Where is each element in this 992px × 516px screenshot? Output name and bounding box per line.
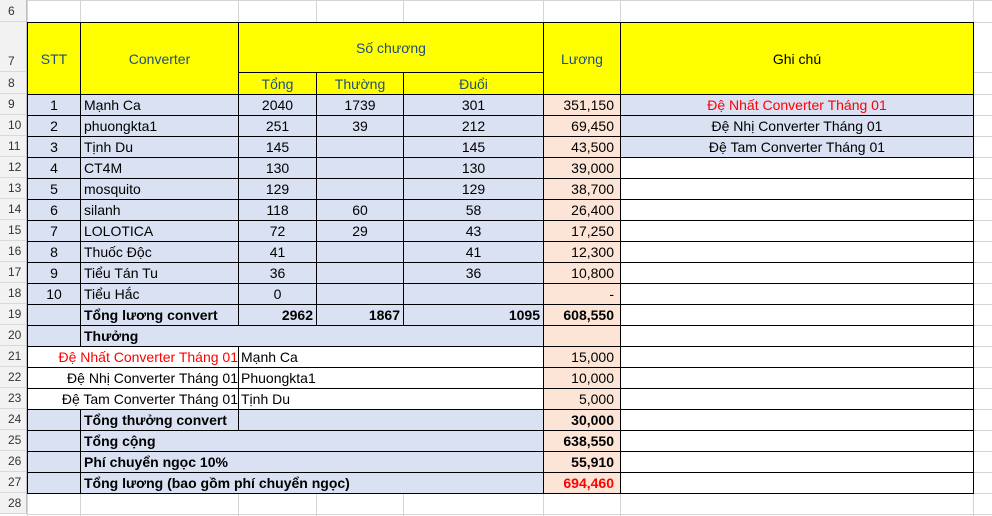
- bonus-heading[interactable]: Thưởng: [80, 325, 544, 347]
- tong-cell[interactable]: 129: [238, 178, 317, 200]
- duoi-cell[interactable]: 41: [403, 241, 544, 263]
- duoi-cell[interactable]: 301: [403, 94, 544, 116]
- row-header[interactable]: 7: [0, 22, 27, 72]
- row-header[interactable]: 6: [0, 0, 27, 22]
- luong-cell[interactable]: 26,400: [543, 199, 621, 221]
- totals-thuong[interactable]: 1867: [316, 304, 404, 326]
- row-header[interactable]: 22: [0, 367, 27, 388]
- luong-cell[interactable]: -: [543, 283, 621, 305]
- bonus-winner[interactable]: Phuongkta1: [238, 367, 544, 389]
- bonus-note[interactable]: [620, 367, 974, 389]
- totals-label[interactable]: Tổng lương convert: [80, 304, 239, 326]
- thuong-cell[interactable]: [316, 178, 404, 200]
- luong-cell[interactable]: 12,300: [543, 241, 621, 263]
- luong-header[interactable]: Lương: [543, 22, 621, 95]
- bonus-amount[interactable]: 15,000: [543, 346, 621, 368]
- luong-cell[interactable]: 17,250: [543, 220, 621, 242]
- bonus-winner[interactable]: Tịnh Du: [238, 388, 544, 410]
- row-header[interactable]: 19: [0, 304, 27, 325]
- converter-name-cell[interactable]: phuongkta1: [80, 115, 239, 137]
- so-chuong-header[interactable]: Số chương: [238, 22, 544, 73]
- bonus-total-span[interactable]: [238, 409, 544, 431]
- row-header[interactable]: 15: [0, 220, 27, 241]
- stt-cell[interactable]: 7: [27, 220, 81, 242]
- tong-cell[interactable]: 72: [238, 220, 317, 242]
- thuong-cell[interactable]: 29: [316, 220, 404, 242]
- thuong-cell[interactable]: [316, 283, 404, 305]
- duoi-header[interactable]: Đuổi: [403, 72, 544, 95]
- summary-label[interactable]: Tổng lương (bao gồm phí chuyển ngọc): [80, 472, 544, 494]
- luong-cell[interactable]: 39,000: [543, 157, 621, 179]
- row-header[interactable]: 24: [0, 409, 27, 430]
- bonus-amount[interactable]: 10,000: [543, 367, 621, 389]
- row-header[interactable]: 23: [0, 388, 27, 409]
- summary-note[interactable]: [620, 472, 974, 494]
- bonus-total-note[interactable]: [620, 409, 974, 431]
- luong-cell[interactable]: 43,500: [543, 136, 621, 158]
- luong-cell[interactable]: 10,800: [543, 262, 621, 284]
- bonus-amount[interactable]: 5,000: [543, 388, 621, 410]
- stt-cell[interactable]: 1: [27, 94, 81, 116]
- thuong-cell[interactable]: [316, 157, 404, 179]
- duoi-cell[interactable]: 129: [403, 178, 544, 200]
- converter-name-cell[interactable]: Thuốc Độc: [80, 241, 239, 263]
- stt-cell[interactable]: 3: [27, 136, 81, 158]
- totals-tong[interactable]: 2962: [238, 304, 317, 326]
- totals-stt-cell[interactable]: [27, 304, 81, 326]
- ghi-chu-cell[interactable]: Đệ Nhị Converter Tháng 01: [620, 115, 974, 137]
- converter-name-cell[interactable]: Tiểu Hắc: [80, 283, 239, 305]
- totals-luong[interactable]: 608,550: [543, 304, 621, 326]
- row-header[interactable]: 20: [0, 325, 27, 346]
- stt-header[interactable]: STT: [27, 22, 81, 95]
- summary-left[interactable]: [27, 451, 81, 473]
- converter-name-cell[interactable]: Mạnh Ca: [80, 94, 239, 116]
- converter-name-cell[interactable]: Tiểu Tán Tu: [80, 262, 239, 284]
- converter-name-cell[interactable]: Tịnh Du: [80, 136, 239, 158]
- tong-cell[interactable]: 145: [238, 136, 317, 158]
- ghi-chu-cell[interactable]: [620, 283, 974, 305]
- bonus-heading-luong[interactable]: [543, 325, 621, 347]
- converter-name-cell[interactable]: mosquito: [80, 178, 239, 200]
- converter-name-cell[interactable]: LOLOTICA: [80, 220, 239, 242]
- tong-cell[interactable]: 0: [238, 283, 317, 305]
- ghi-chu-cell[interactable]: [620, 199, 974, 221]
- row-header[interactable]: 26: [0, 451, 27, 472]
- duoi-cell[interactable]: 43: [403, 220, 544, 242]
- thuong-cell[interactable]: [316, 136, 404, 158]
- summary-note[interactable]: [620, 430, 974, 452]
- row-header[interactable]: 12: [0, 157, 27, 178]
- row-header[interactable]: 13: [0, 178, 27, 199]
- row-header[interactable]: 10: [0, 115, 27, 136]
- bonus-heading-note[interactable]: [620, 325, 974, 347]
- bonus-title[interactable]: Đệ Nhất Converter Tháng 01: [27, 346, 239, 368]
- duoi-cell[interactable]: 145: [403, 136, 544, 158]
- summary-left[interactable]: [27, 430, 81, 452]
- totals-note[interactable]: [620, 304, 974, 326]
- ghi-chu-cell[interactable]: Đệ Nhất Converter Tháng 01: [620, 94, 974, 116]
- summary-value[interactable]: 638,550: [543, 430, 621, 452]
- luong-cell[interactable]: 38,700: [543, 178, 621, 200]
- thuong-cell[interactable]: [316, 262, 404, 284]
- row-header[interactable]: 28: [0, 493, 27, 514]
- summary-label[interactable]: Phí chuyển ngọc 10%: [80, 451, 544, 473]
- bonus-winner[interactable]: Mạnh Ca: [238, 346, 544, 368]
- thuong-cell[interactable]: 39: [316, 115, 404, 137]
- row-header[interactable]: 21: [0, 346, 27, 367]
- ghi-chu-header[interactable]: Ghi chú: [620, 22, 974, 95]
- bonus-left-cell[interactable]: [27, 325, 81, 347]
- stt-cell[interactable]: 6: [27, 199, 81, 221]
- ghi-chu-cell[interactable]: [620, 178, 974, 200]
- tong-cell[interactable]: 36: [238, 262, 317, 284]
- totals-duoi[interactable]: 1095: [403, 304, 544, 326]
- tong-cell[interactable]: 41: [238, 241, 317, 263]
- converter-name-cell[interactable]: CT4M: [80, 157, 239, 179]
- stt-cell[interactable]: 4: [27, 157, 81, 179]
- bonus-total-value[interactable]: 30,000: [543, 409, 621, 431]
- luong-cell[interactable]: 69,450: [543, 115, 621, 137]
- row-header[interactable]: 8: [0, 72, 27, 94]
- ghi-chu-cell[interactable]: [620, 262, 974, 284]
- thuong-cell[interactable]: 1739: [316, 94, 404, 116]
- row-header[interactable]: 11: [0, 136, 27, 157]
- row-header[interactable]: 17: [0, 262, 27, 283]
- summary-note[interactable]: [620, 451, 974, 473]
- tong-cell[interactable]: 130: [238, 157, 317, 179]
- converter-name-cell[interactable]: silanh: [80, 199, 239, 221]
- thuong-cell[interactable]: [316, 241, 404, 263]
- luong-cell[interactable]: 351,150: [543, 94, 621, 116]
- row-header[interactable]: 9: [0, 94, 27, 115]
- bonus-note[interactable]: [620, 388, 974, 410]
- bonus-note[interactable]: [620, 346, 974, 368]
- ghi-chu-cell[interactable]: Đệ Tam Converter Tháng 01: [620, 136, 974, 158]
- row-header[interactable]: 27: [0, 472, 27, 493]
- summary-left[interactable]: [27, 472, 81, 494]
- duoi-cell[interactable]: 130: [403, 157, 544, 179]
- ghi-chu-cell[interactable]: [620, 241, 974, 263]
- tong-cell[interactable]: 2040: [238, 94, 317, 116]
- ghi-chu-cell[interactable]: [620, 157, 974, 179]
- stt-cell[interactable]: 10: [27, 283, 81, 305]
- stt-cell[interactable]: 5: [27, 178, 81, 200]
- duoi-cell[interactable]: 58: [403, 199, 544, 221]
- tong-cell[interactable]: 251: [238, 115, 317, 137]
- tong-header[interactable]: Tổng: [238, 72, 317, 95]
- bonus-total-left[interactable]: [27, 409, 81, 431]
- bonus-title[interactable]: Đệ Tam Converter Tháng 01: [27, 388, 239, 410]
- row-header[interactable]: 16: [0, 241, 27, 262]
- duoi-cell[interactable]: 212: [403, 115, 544, 137]
- row-header[interactable]: 14: [0, 199, 27, 220]
- stt-cell[interactable]: 2: [27, 115, 81, 137]
- thuong-cell[interactable]: 60: [316, 199, 404, 221]
- summary-value[interactable]: 55,910: [543, 451, 621, 473]
- duoi-cell[interactable]: 36: [403, 262, 544, 284]
- duoi-cell[interactable]: [403, 283, 544, 305]
- tong-cell[interactable]: 118: [238, 199, 317, 221]
- bonus-total-label[interactable]: Tổng thưởng convert: [80, 409, 239, 431]
- converter-header[interactable]: Converter: [80, 22, 239, 95]
- summary-label[interactable]: Tổng cộng: [80, 430, 544, 452]
- row-header[interactable]: 18: [0, 283, 27, 304]
- stt-cell[interactable]: 8: [27, 241, 81, 263]
- bonus-title[interactable]: Đệ Nhị Converter Tháng 01: [27, 367, 239, 389]
- summary-value[interactable]: 694,460: [543, 472, 621, 494]
- row-header[interactable]: 25: [0, 430, 27, 451]
- stt-cell[interactable]: 9: [27, 262, 81, 284]
- thuong-header[interactable]: Thường: [316, 72, 404, 95]
- ghi-chu-cell[interactable]: [620, 220, 974, 242]
